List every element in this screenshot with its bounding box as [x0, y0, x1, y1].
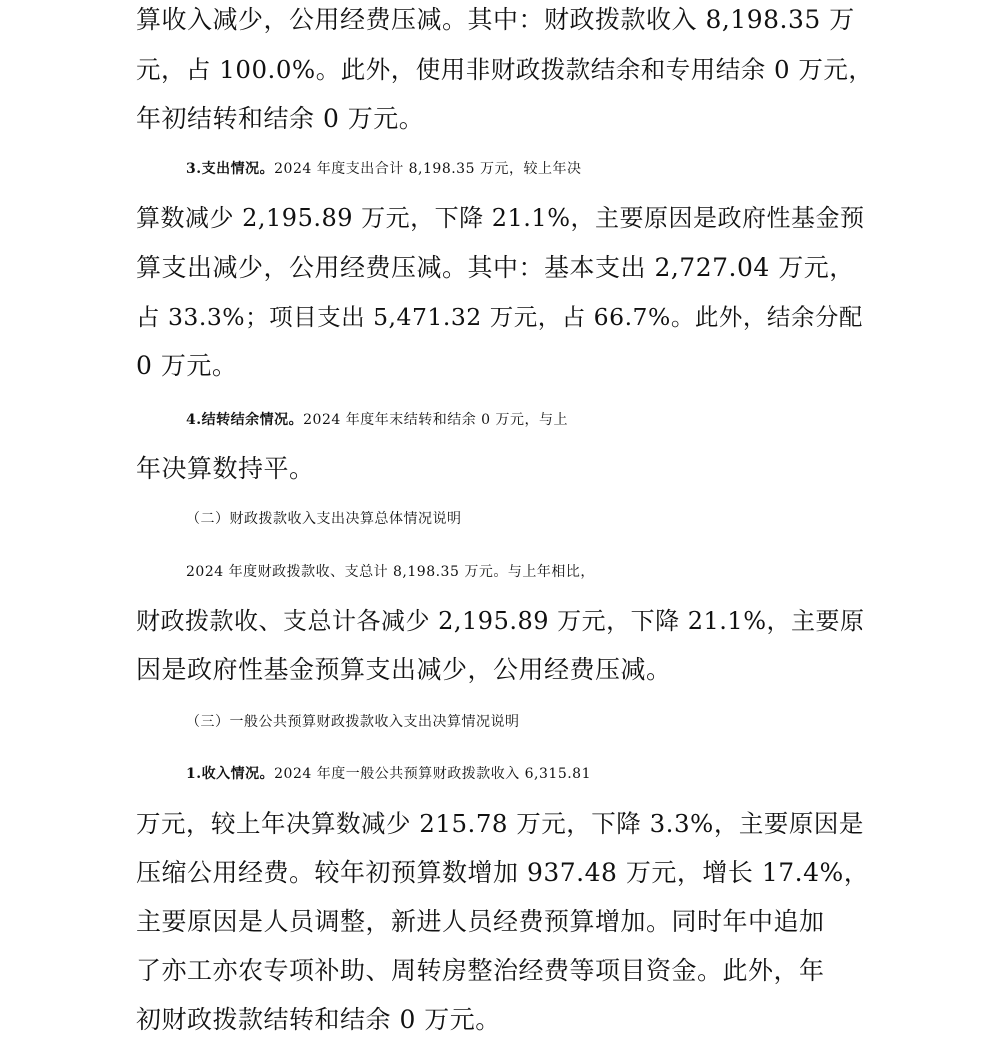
paragraph-line: 元，占 100.0%。此外，使用非财政拨款结余和专用结余 0 万元，: [136, 55, 874, 84]
paragraph-line: 初财政拨款结转和结余 0 万元。: [136, 1005, 501, 1034]
section-line-income: 1.收入情况。2024 年度一般公共预算财政拨款收入 6,315.81: [186, 766, 591, 782]
paragraph-line: 算收入减少，公用经费压减。其中：财政拨款收入 8,198.35 万: [136, 5, 855, 34]
section-label: 4.结转结余情况。: [186, 412, 304, 428]
paragraph-line: 2024 年度财政拨款收、支总计 8,198.35 万元。与上年相比，: [186, 564, 595, 580]
section-line-expenditure: 3.支出情况。2024 年度支出合计 8,198.35 万元，较上年决: [186, 161, 582, 177]
section-label: 1.收入情况。: [186, 766, 275, 782]
paragraph-line: 财政拨款收、支总计各减少 2,195.89 万元，下降 21.1%，主要原: [136, 607, 865, 635]
paragraph-line: 主要原因是人员调整，新进人员经费预算增加。同时年中追加: [136, 907, 825, 936]
paragraph-line: 了亦工亦农专项补助、周转房整治经费等项目资金。此外，年: [136, 956, 825, 985]
paragraph-line: 算支出减少，公用经费压减。其中：基本支出 2,727.04 万元，: [136, 253, 855, 282]
paragraph-line: 万元，较上年决算数减少 215.78 万元，下降 3.3%，主要原因是: [136, 809, 864, 838]
paragraph-line: 占 33.3%；项目支出 5,471.32 万元，占 66.7%。此外，结余分配: [136, 303, 863, 331]
section-label: 3.支出情况。: [186, 161, 275, 177]
paragraph-line: 算数减少 2,195.89 万元，下降 21.1%，主要原因是政府性基金预: [136, 204, 865, 232]
paragraph-line: 0 万元。: [136, 351, 238, 380]
paragraph-line: 年决算数持平。: [136, 454, 315, 483]
paragraph-line: 年初结转和结余 0 万元。: [136, 104, 425, 133]
section-heading-3: （三）一般公共预算财政拨款收入支出决算情况说明: [186, 714, 520, 730]
section-line-carryover: 4.结转结余情况。2024 年度年末结转和结余 0 万元，与上: [186, 412, 569, 428]
paragraph-line: 压缩公用经费。较年初预算数增加 937.48 万元，增长 17.4%，: [136, 858, 870, 887]
paragraph-line: 因是政府性基金预算支出减少，公用经费压减。: [136, 655, 672, 684]
section-heading-2: （二）财政拨款收入支出决算总体情况说明: [186, 511, 462, 527]
